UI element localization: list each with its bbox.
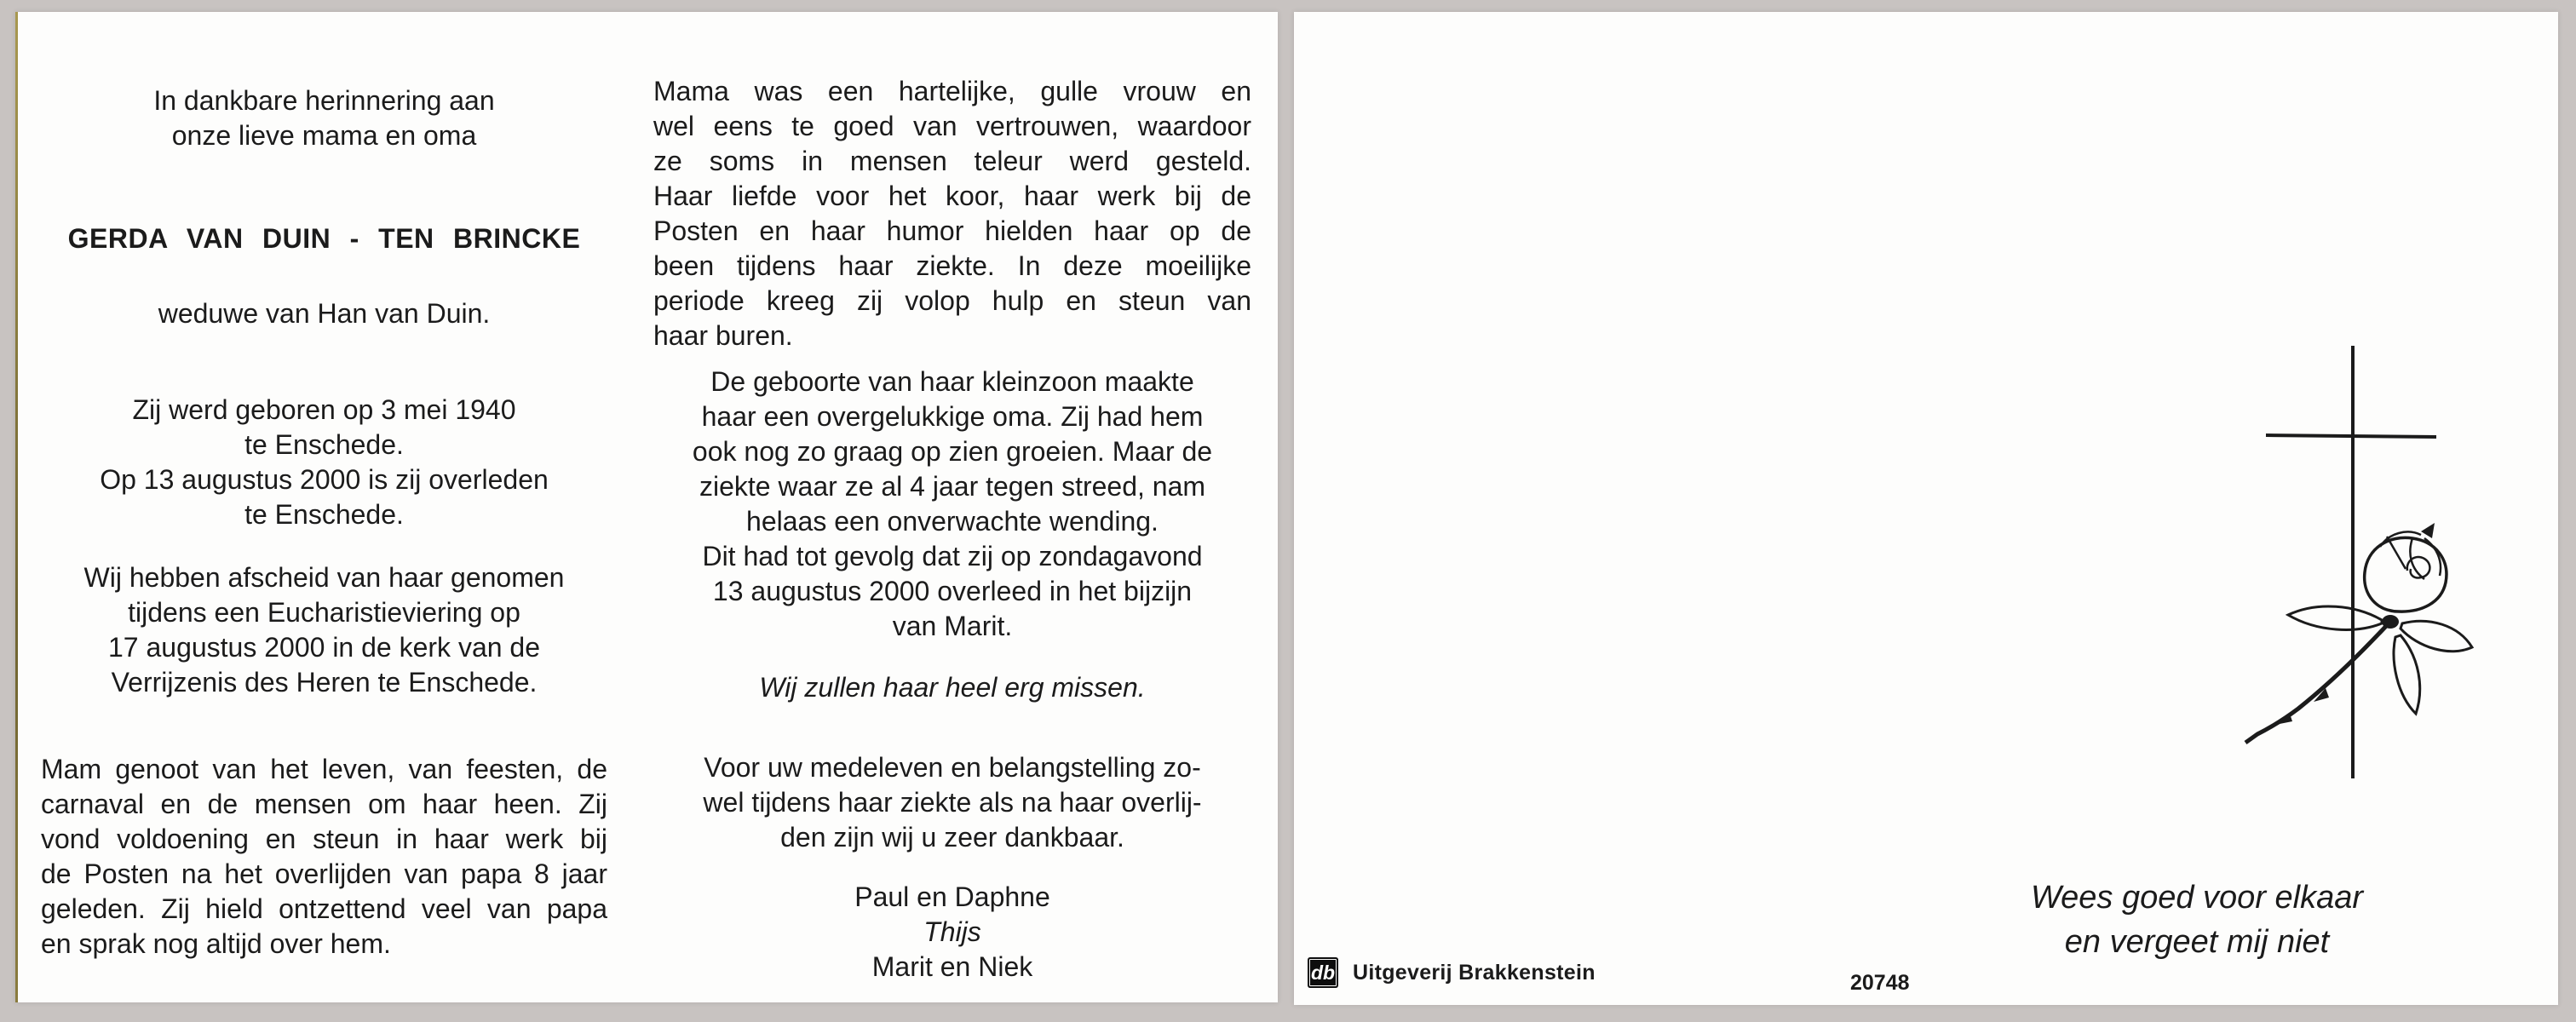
publisher-row — [1308, 957, 1596, 988]
grandson-paragraph — [653, 365, 1251, 644]
publisher-number: 20748 — [1850, 971, 1910, 995]
character-line: Posten en haar humor hielden haar op de — [653, 215, 1251, 246]
birth-line: te Enschede. — [244, 499, 404, 530]
farewell-line: Verrijzenis des Heren te Enschede. — [111, 667, 538, 698]
grandson-line: van Marit. — [892, 611, 1013, 641]
birth-line: te Enschede. — [244, 429, 404, 460]
grandson-line: Dit had tot gevolg dat zij op zondagavond — [702, 541, 1203, 571]
thanks-line: Voor uw medeleven en belangstelling zo- — [704, 752, 1201, 783]
farewell-block — [41, 560, 607, 700]
farewell-line: 17 augustus 2000 in de kerk van de — [107, 632, 541, 663]
page-edge-line — [15, 12, 18, 1002]
grandson-line: helaas een onverwachte wending. — [746, 506, 1159, 537]
memory-line: carnaval en de mensen om haar heen. Zij — [41, 789, 607, 819]
signature-names — [653, 880, 1251, 985]
birth-line: Op 13 augustus 2000 is zij overleden — [100, 464, 549, 495]
motto-line: Wees goed voor elkaar — [2030, 880, 2364, 916]
publisher-logo-icon: db — [1308, 957, 1338, 988]
character-line: haar buren. — [653, 320, 793, 351]
character-line: Mama was een hartelijke, gulle vrouw en — [653, 76, 1251, 106]
thanks-line: wel tijdens haar ziekte als na haar overlij- — [703, 787, 1202, 818]
thanks-block — [653, 750, 1251, 855]
birth-death-block — [41, 393, 607, 532]
memory-line: vond voldoening en steun in haar werk bij — [41, 824, 607, 854]
farewell-line: Wij hebben afscheid van haar genomen — [83, 562, 565, 593]
character-line: ze soms in mensen teleur werd gesteld. — [653, 146, 1251, 176]
character-line: Haar liefde voor het koor, haar werk bij de — [653, 181, 1251, 211]
character-paragraph — [653, 74, 1251, 353]
memorial-card-left-page — [15, 12, 1278, 1002]
birth-line: Zij werd geboren op 3 mei 1940 — [132, 394, 516, 425]
publisher-name: Uitgeverij Brakkenstein — [1353, 960, 1596, 985]
grandson-line: 13 augustus 2000 overleed in het bijzijn — [712, 576, 1193, 606]
memory-line: en sprak nog altijd over hem. — [41, 928, 391, 959]
widow-line: weduwe van Han van Duin. — [158, 298, 491, 329]
memory-line: de Posten na het overlijden van papa 8 jaar — [41, 858, 607, 889]
character-line: periode kreeg zij volop hulp en steun van — [653, 285, 1251, 316]
signature-line: Marit en Niek — [871, 951, 1033, 982]
grandson-line: haar een overgelukkige oma. Zij had hem — [701, 401, 1204, 432]
intro-line: onze lieve mama en oma — [171, 120, 477, 151]
intro-line: In dankbare herinnering aan — [153, 85, 495, 116]
motto-line: en vergeet mij niet — [2064, 924, 2330, 960]
memory-paragraph — [41, 752, 607, 962]
farewell-line: tijdens een Eucharistieviering op — [128, 597, 520, 628]
motto — [1975, 876, 2418, 964]
memory-line: Mam genoot van het leven, van feesten, de — [41, 754, 607, 784]
cross-and-rose-drawing — [2198, 324, 2504, 801]
character-line: wel eens te goed van vertrouwen, waardoor — [653, 111, 1251, 141]
memory-line: geleden. Zij hield ontzettend veel van papa — [41, 893, 607, 924]
character-line: been tijdens haar ziekte. In deze moeilijke — [653, 250, 1251, 281]
grandson-line: ziekte waar ze al 4 jaar tegen streed, nam — [699, 471, 1206, 502]
memorial-card-right-page — [1294, 12, 2558, 1005]
signature-line: Thijs — [923, 916, 981, 947]
grandson-line: De geboorte van haar kleinzoon maakte — [710, 366, 1194, 397]
signature-line: Paul en Daphne — [854, 881, 1050, 912]
intro-lines — [41, 83, 607, 153]
thanks-line: den zijn wij u zeer dankbaar. — [780, 822, 1124, 853]
missing-line: Wij zullen haar heel erg missen. — [759, 672, 1146, 703]
deceased-name: GERDA VAN DUIN - TEN BRINCKE — [67, 223, 581, 254]
grandson-line: ook nog zo graag op zien groeien. Maar de — [692, 436, 1213, 467]
